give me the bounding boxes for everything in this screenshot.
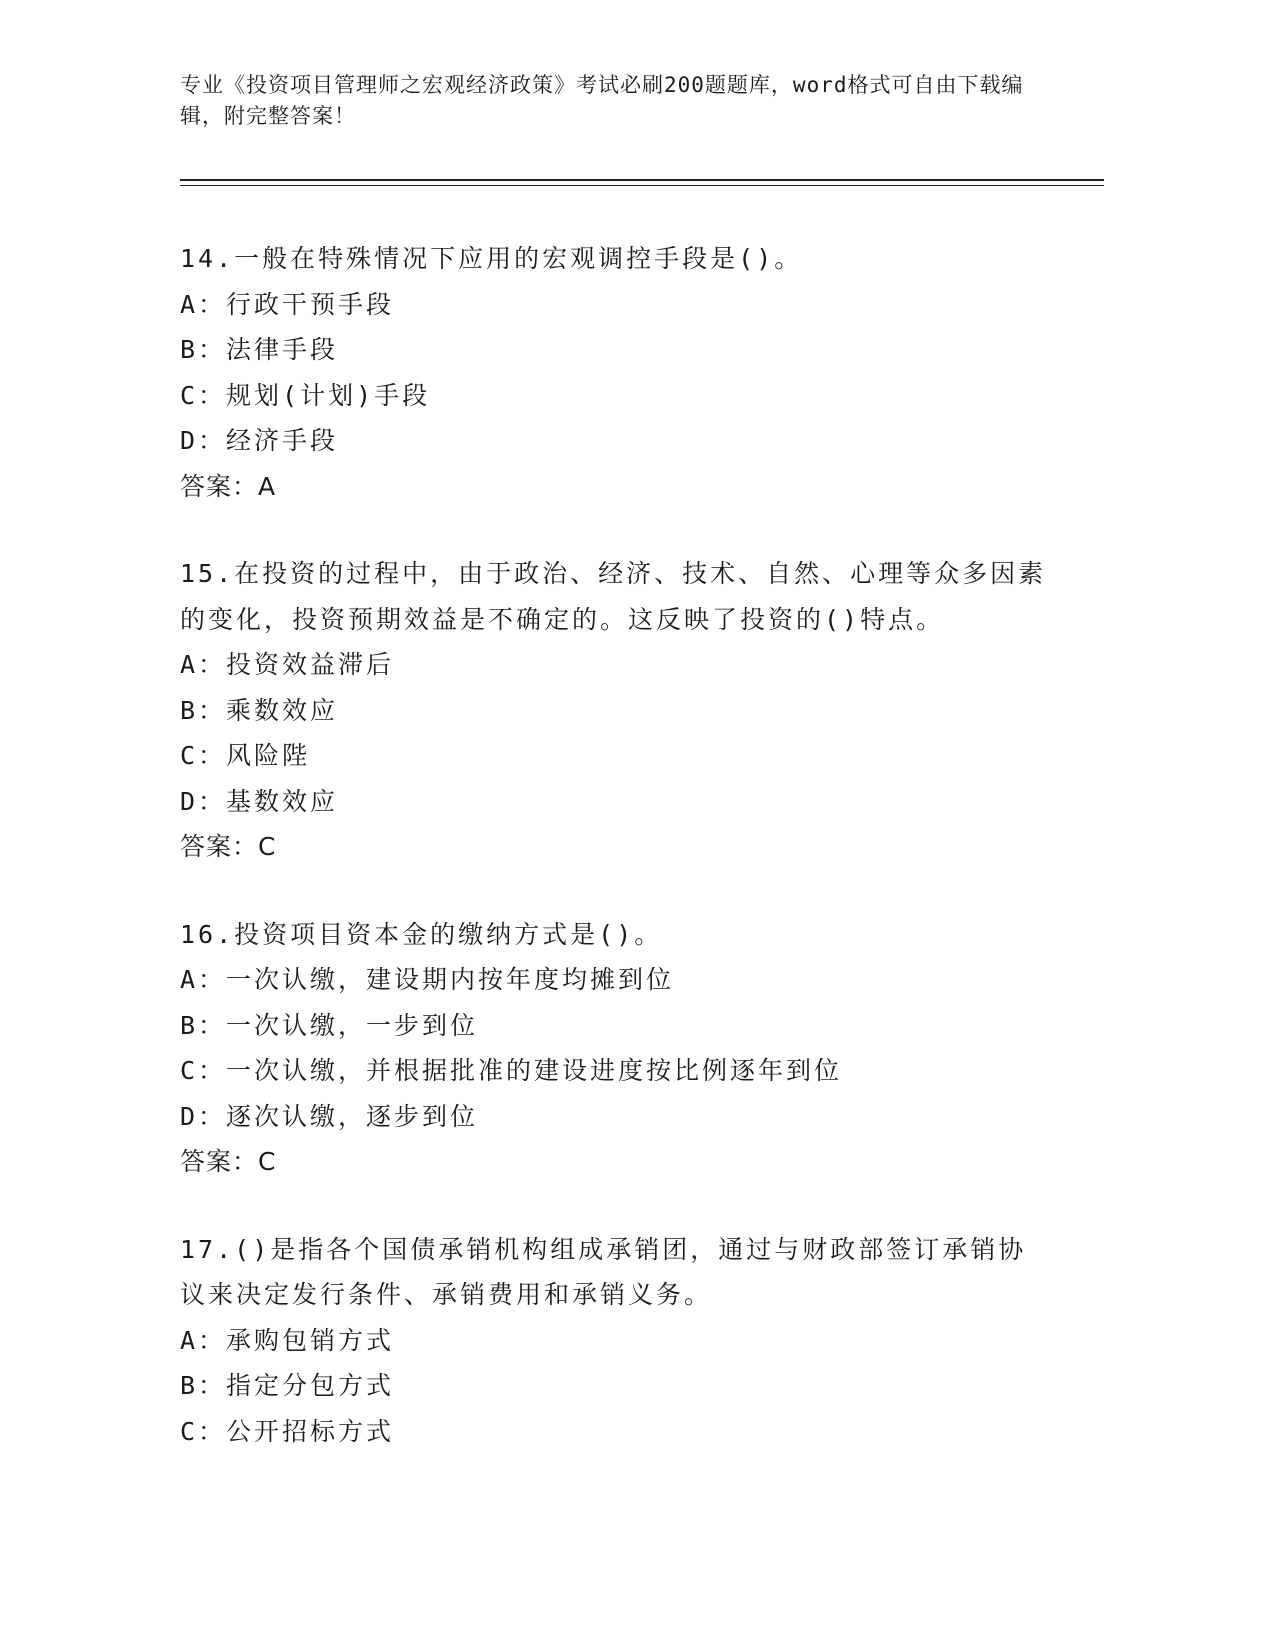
question-17 (180, 1227, 1050, 1455)
question-stem: 16.投资项目资本金的缴纳方式是()。 (180, 919, 663, 949)
option-b: B：法律手段 (180, 335, 339, 364)
header-divider-thick (180, 179, 1104, 181)
option-d: D：逐次认缴，逐步到位 (180, 1101, 479, 1131)
answer: 答案：C (180, 1147, 277, 1176)
option-a: A：行政干预手段 (180, 289, 395, 319)
option-c: C：公开招标方式 (180, 1416, 395, 1446)
option-a: A：投资效益滞后 (180, 650, 395, 679)
document-intro: 专业《投资项目管理师之宏观经济政策》考试必刷200题题库，word格式可自由下载编辑，附完整答案！ (180, 73, 1024, 128)
answer: 答案：A (180, 471, 277, 501)
option-d: D：经济手段 (180, 426, 339, 455)
option-c: C：一次认缴，并根据批准的建设进度按比例逐年到位 (180, 1056, 843, 1085)
option-b: B：一次认缴，一步到位 (180, 1010, 479, 1040)
option-a: A：一次认缴，建设期内按年度均摊到位 (180, 965, 675, 994)
option-d: D：基数效应 (180, 786, 339, 816)
question-15 (180, 551, 1050, 870)
option-b: B：乘数效应 (180, 695, 339, 725)
option-a: A：承购包销方式 (180, 1325, 395, 1355)
question-14 (180, 236, 1050, 509)
question-stem: 17.()是指各个国债承销机构组成承销团，通过与财政部签订承销协议来决定发行条件、承销费用和承销义务。 (180, 1234, 1027, 1309)
question-list (180, 236, 1050, 1496)
question-16 (180, 912, 1050, 1185)
option-c: C：风险陛 (180, 741, 311, 770)
answer: 答案：C (180, 832, 277, 861)
header-divider-thin (180, 185, 1104, 186)
option-c: C：规划(计划)手段 (180, 380, 431, 410)
question-stem: 14.一般在特殊情况下应用的宏观调控手段是()。 (180, 244, 803, 273)
question-stem: 15.在投资的过程中，由于政治、经济、技术、自然、心理等众多因素的变化，投资预期效益是不确定的。这反映了投资的()特点。 (180, 559, 1047, 634)
option-b: B：指定分包方式 (180, 1371, 395, 1400)
